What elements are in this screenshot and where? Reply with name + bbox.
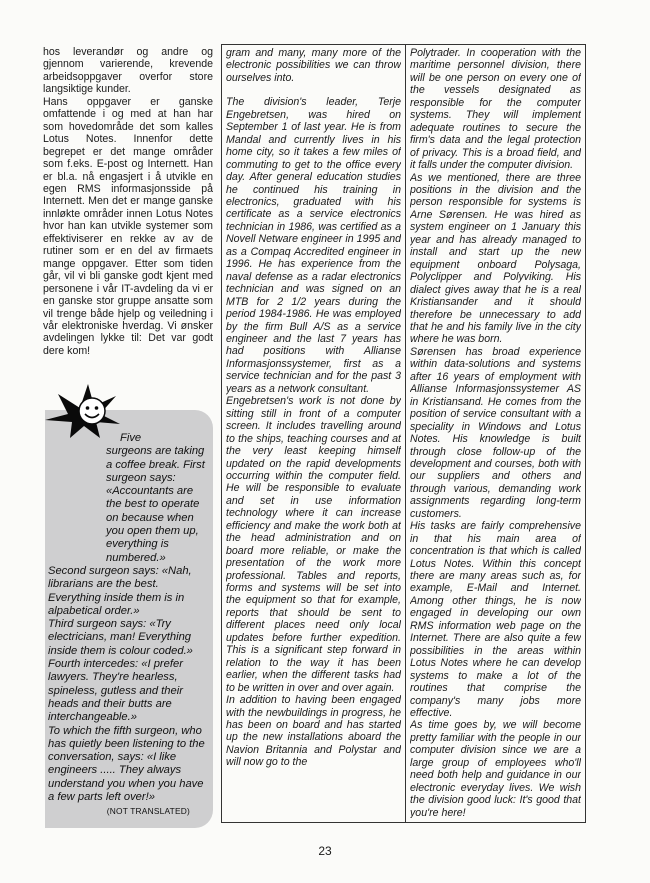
joke-line: To which the fifth surgeon, who has quietly been listening to the conversation, says: «I like engineers ..... They always understand you when you have a few parts left over!» <box>48 724 205 804</box>
english-column-1 <box>226 47 401 818</box>
joke-line: surgeons are taking a coffee break. First surgeon says: «Accountants are the best to operate on because when you open them up, everything is numbered.» <box>106 445 205 564</box>
paragraph: As we mentioned, there are three positions in the division and the person responsible for systems is Arne Sørensen. He was hired as system engineer on 1 January this year and has already managed to install and start up the new equipment onboard Polysaga, Polyclipper and Polyviking. His dialect gives away that he is a real Kristiansander and it should therefore be unnecessary to add that he and his family live in the city where he was born. <box>410 171 581 346</box>
not-translated-note: (NOT TRANSLATED) <box>106 806 190 817</box>
column-rule-middle <box>405 44 406 823</box>
joke-line: Fourth intercedes: «I prefer lawyers. They're hearless, spineless, gutless and their heads and their butts are interchangeable.» <box>48 658 183 724</box>
paragraph: Hans oppgaver er ganske omfattende i og med at han har som hovedområde det som kalles Lotus Notes. Innenfor dette begrepet er det mange områder som f.eks. E-post og Internett. Han er bl.a. nå engasjert i å utvikle en egen RMS informasjonsside på Internett. Men det er mange ganske innløkte områder innen Lotus Notes hvor han kan utvikle systemer som effektiviserer en rekke av av de rutiner som er en del av firmaets mange oppgaver. Etter som tiden går, vil vi bli ganske godt kjent med personene i vår IT-avdeling da vi er en ganske stor gruppe ansatte som vil trenge både hjelp og veiledning i vår elektroniske hverdag. Vi ønsker avdelingen lykke til: Det var godt dere kom! <box>43 95 213 357</box>
joke-line: Second surgeon says: «Nah, librarians are the best. Everything inside them is in alpabetical order.» <box>48 564 192 617</box>
paragraph: gram and many, many more of the electronic possibilities we can throw ourselves into. <box>226 47 401 84</box>
column-rule-right <box>585 44 586 823</box>
paragraph: In addition to having been engaged with the newbuildings in progress, he has been on board and has started up the new installations aboard the Navion Britannia and Polystar and will now go to the <box>226 694 401 769</box>
frame-bottom-rule <box>221 822 586 823</box>
surgeon-joke <box>48 432 210 819</box>
paragraph: His tasks are fairly comprehensive in that his main area of concentration is that which is called Lotus Notes. Within this concept there are many areas such as, for example, E-Mail and Internet. Among other things, he is now engaged in developing our own RMS information web page on the Internet. There are also quite a few possibilities in the areas within Lotus Notes where he can develop systems to make a lot of the routines that comprise the company's many jobs more effective. <box>410 520 581 720</box>
column-rule-left <box>221 44 222 823</box>
paragraph: As time goes by, we will become pretty familiar with the people in our computer division since we are a large group of employees who'll need both help and guidance in our electronic everyday lives. We wish the division good luck: It's good that you're here! <box>410 719 581 818</box>
paragraph: Sørensen has broad experience within data-solutions and systems after 16 years of employment with Allianse Informasjonssystemer AS in Kristiansand. He comes from the position of service consultant with a speciality in Windows and Lotus Notes. His knowledge is built through close follow-up of the development and courses, both with our suppliers and others and through various, demanding work assignments regarding long-term customers. <box>410 345 581 520</box>
norwegian-column <box>43 46 213 357</box>
page-number: 23 <box>318 844 332 858</box>
frame-top-rule <box>221 44 586 45</box>
paragraph: hos leverandør og andre og gjennom varierende, krevende arbeidsoppgaver overfor store langsiktige kunder. <box>43 46 213 96</box>
paragraph: Engebretsen's work is not done by sitting still in front of a computer screen. It includes travelling around to the ships, teaching courses and at the very least keeping himself updated on the rapid developments occurring within the computer field. He will be responsible to evaluate and set in use information technology where it can increase efficiency and make the work both at the head administration and on board more reliable, or make the presentation of the work more professional. Tables and reports, forms and systems will be set into the equipment so that for example, reports that should be sent to different places need only local updates before further expedition. This is a significant step forward in relation to the way it has been earlier, when the different tasks had to be written in over and over again. <box>226 395 401 694</box>
paragraph: The division's leader, Terje Engebretsen, was hired on September 1 of last year. He is from Mandal and currently lives in his home city, so it takes a few miles of commuting to get to the office every day. After general education studies he continued his training in electronics, graduated with his certificate as a service electronics technician in 1986, was certified as a Novell Netware engineer in 1995 and as a Compaq Accredited engineer in 1996. He has experience from the naval defense as a radar electronics technician and was signed on an MTB for 2 1/2 years during the period 1984-1986. He was employed by the firm Bull A/S as a service engineer and the last 7 years has had positions with Allianse Informasjonssystemer, first as a service technician and for the past 3 years as a network consultant. <box>226 96 401 395</box>
joke-line: Five <box>120 432 142 444</box>
english-column-2 <box>410 47 581 818</box>
smiley-star-icon <box>40 380 122 440</box>
paragraph: Polytrader. In cooperation with the maritime personnel division, there will be one person on every one of the vessels designated as responsible for the computer systems. They will implement adequate routines to secure the firm's data and the legal protection of privacy. This is a broad field, and it falls under the computer division. <box>410 47 581 172</box>
joke-line: Third surgeon says: «Try electricians, man! Everything inside them is colour coded.» <box>48 618 193 657</box>
